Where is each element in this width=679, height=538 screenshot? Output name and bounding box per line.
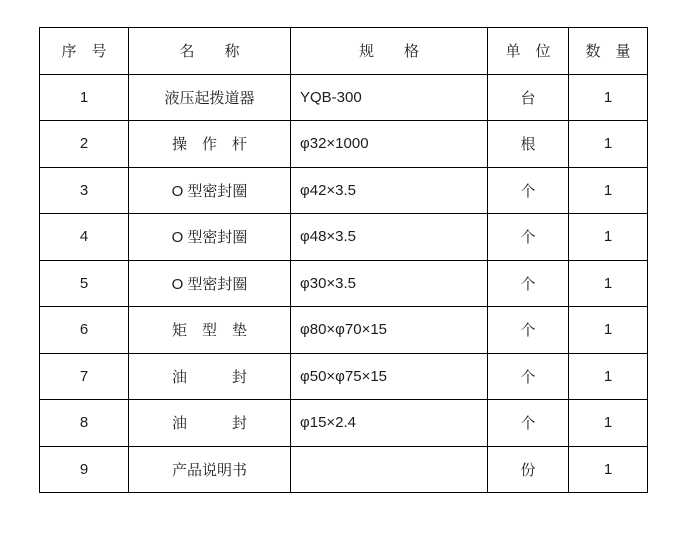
- cell-spec: φ32×1000: [291, 121, 488, 168]
- cell-name: O 型密封圈: [129, 167, 291, 214]
- table-row: [40, 307, 648, 354]
- cell-qty: 1: [569, 307, 648, 354]
- cell-index: 4: [40, 214, 129, 261]
- cell-name: 油 封: [129, 400, 291, 447]
- cell-name: 液压起拨道器: [129, 74, 291, 121]
- cell-spec: φ15×2.4: [291, 400, 488, 447]
- cell-index: 9: [40, 446, 129, 493]
- cell-unit: 个: [488, 353, 569, 400]
- cell-qty: 1: [569, 446, 648, 493]
- cell-spec: φ30×3.5: [291, 260, 488, 307]
- cell-qty: 1: [569, 121, 648, 168]
- table-row: [40, 353, 648, 400]
- table-row: [40, 214, 648, 261]
- cell-unit: 台: [488, 74, 569, 121]
- cell-qty: 1: [569, 214, 648, 261]
- table-row: [40, 260, 648, 307]
- table-row: [40, 167, 648, 214]
- cell-spec: YQB-300: [291, 74, 488, 121]
- cell-index: 8: [40, 400, 129, 447]
- parts-table: [39, 27, 648, 493]
- cell-index: 7: [40, 353, 129, 400]
- cell-name: O 型密封圈: [129, 214, 291, 261]
- cell-index: 1: [40, 74, 129, 121]
- cell-spec: φ48×3.5: [291, 214, 488, 261]
- cell-spec: [291, 446, 488, 493]
- cell-qty: 1: [569, 353, 648, 400]
- cell-index: 3: [40, 167, 129, 214]
- cell-qty: 1: [569, 260, 648, 307]
- cell-index: 6: [40, 307, 129, 354]
- cell-name: 产品说明书: [129, 446, 291, 493]
- cell-qty: 1: [569, 74, 648, 121]
- cell-spec: φ80×φ70×15: [291, 307, 488, 354]
- table-row: [40, 446, 648, 493]
- table-row: [40, 74, 648, 121]
- table-row: [40, 121, 648, 168]
- table-row: [40, 400, 648, 447]
- cell-unit: 个: [488, 214, 569, 261]
- cell-index: 2: [40, 121, 129, 168]
- cell-spec: φ50×φ75×15: [291, 353, 488, 400]
- cell-name: 油 封: [129, 353, 291, 400]
- cell-unit: 个: [488, 167, 569, 214]
- cell-index: 5: [40, 260, 129, 307]
- cell-spec: φ42×3.5: [291, 167, 488, 214]
- cell-qty: 1: [569, 167, 648, 214]
- cell-unit: 根: [488, 121, 569, 168]
- col-header-name: 名 称: [129, 28, 291, 75]
- col-header-qty: 数 量: [569, 28, 648, 75]
- table-body: [40, 74, 648, 493]
- col-header-unit: 单 位: [488, 28, 569, 75]
- cell-name: O 型密封圈: [129, 260, 291, 307]
- table-header: [40, 28, 648, 75]
- cell-unit: 个: [488, 400, 569, 447]
- cell-qty: 1: [569, 400, 648, 447]
- cell-unit: 份: [488, 446, 569, 493]
- col-header-index: 序 号: [40, 28, 129, 75]
- cell-unit: 个: [488, 307, 569, 354]
- cell-name: 操 作 杆: [129, 121, 291, 168]
- header-row: [40, 28, 648, 75]
- col-header-spec: 规 格: [291, 28, 488, 75]
- cell-name: 矩 型 垫: [129, 307, 291, 354]
- cell-unit: 个: [488, 260, 569, 307]
